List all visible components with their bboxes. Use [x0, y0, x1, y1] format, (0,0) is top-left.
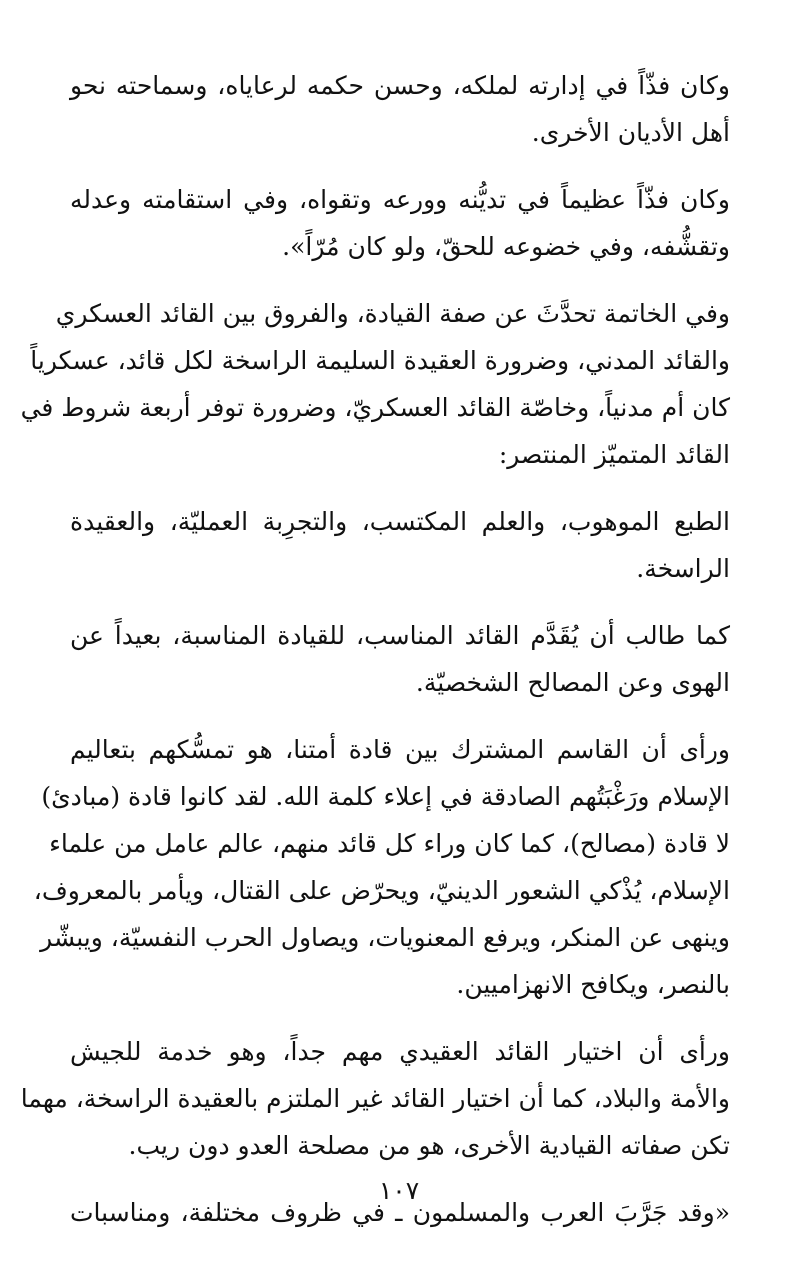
paragraph-line: والأمة والبلاد، كما أن اختيار القائد غير الملتزم بالعقيدة الراسخة، مهما: [20, 1084, 730, 1113]
paragraph-line: بالنصر، ويكافح الانهزاميين.: [456, 970, 730, 999]
paragraph-line: أهل الأديان الأخرى.: [531, 118, 730, 147]
page-number: ١٠٧: [378, 1176, 420, 1205]
paragraph-line: ورأى أن اختيار القائد العقيدي مهم جداً، وهو خدمة للجيش: [70, 1037, 730, 1066]
paragraph-line: ورأى أن القاسم المشترك بين قادة أمتنا، هو تمسُّكهم بتعاليم: [70, 735, 730, 764]
paragraph-line: «وقد جَرَّبَ العرب والمسلمون ـ في ظروف مختلفة، ومناسبات: [70, 1198, 730, 1227]
paragraph-line: كان أم مدنياً، وخاصّة القائد العسكريّ، وضرورة توفر أربعة شروط في: [20, 393, 730, 422]
paragraph-6: [33, 726, 730, 1008]
paragraph-4: [70, 498, 730, 592]
paragraph-1: [70, 62, 730, 156]
paragraph-line: وكان فذّاً في إدارته لملكه، وحسن حكمه لرعاياه، وسماحته نحو: [70, 71, 730, 100]
paragraph-2: [70, 176, 730, 270]
paragraph-line: لا قادة (مصالح)، كما كان وراء كل قائد منهم، عالم عامل من علماء: [49, 829, 730, 858]
paragraph-line: الهوى وعن المصالح الشخصيّة.: [415, 668, 730, 697]
page-body: [20, 62, 730, 1256]
paragraph-5: [70, 612, 730, 706]
paragraph-line: القائد المتميّز المنتصر:: [498, 440, 730, 469]
paragraph-line: وفي الخاتمة تحدَّثَ عن صفة القيادة، والفروق بين القائد العسكري: [55, 299, 730, 328]
paragraph-line: والقائد المدني، وضرورة العقيدة السليمة الراسخة لكل قائد، عسكرياً: [30, 346, 730, 375]
paragraph-line: تكن صفاته القيادية الأخرى، هو من مصلحة العدو دون ريب.: [128, 1131, 730, 1160]
paragraph-line: الإسلام ورَغْبَتُهم الصادقة في إعلاء كلمة الله. لقد كانوا قادة (مبادئ): [41, 782, 730, 811]
paragraph-line: كما طالب أن يُقَدَّم القائد المناسب، للقيادة المناسبة، بعيداً عن: [70, 621, 730, 650]
paragraph-3: [20, 290, 730, 478]
paragraph-line: الإسلام، يُذْكي الشعور الدينيّ، ويحرّض على القتال، ويأمر بالمعروف،: [33, 876, 730, 905]
paragraph-line: وتقشُّفه، وفي خضوعه للحقّ، ولو كان مُرّاً».: [282, 232, 730, 261]
paragraph-line: الراسخة.: [636, 554, 730, 583]
paragraph-7: [20, 1028, 730, 1169]
paragraph-line: وكان فذّاً عظيماً في تديُّنه وورعه وتقواه، وفي استقامته وعدله: [70, 185, 730, 214]
paragraph-line: وينهى عن المنكر، ويرفع المعنويات، ويصاول الحرب النفسيّة، ويبشّر: [40, 923, 730, 952]
paragraph-line: الطبع الموهوب، والعلم المكتسب، والتجرِبة العمليّة، والعقيدة: [70, 507, 730, 536]
